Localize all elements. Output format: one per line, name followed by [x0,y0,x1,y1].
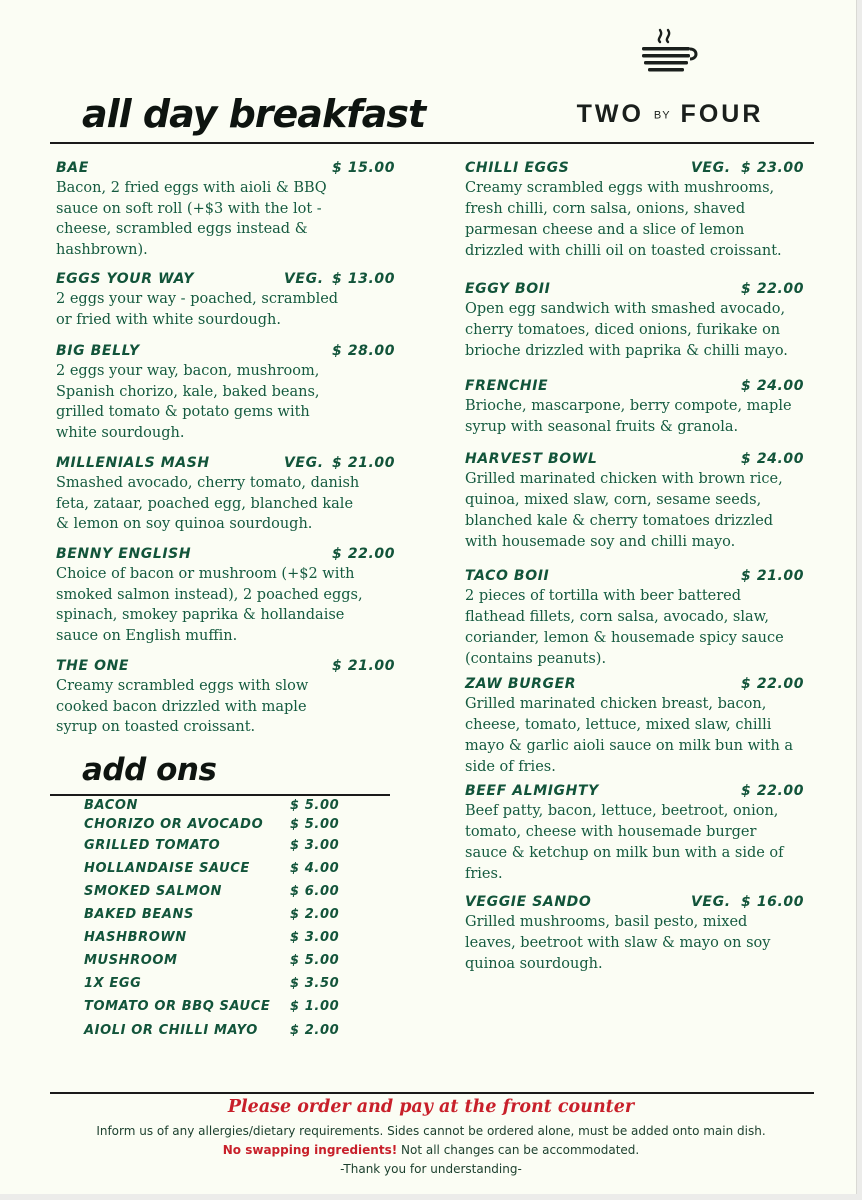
addon-price: $ 3.50 [290,976,340,991]
footer-divider [50,1092,814,1094]
description-line: grilled tomato & potato gems with [56,404,310,420]
menu-item-price: $ 21.00 [741,568,805,584]
description-line: Spanish chorizo, kale, baked beans, [56,383,320,400]
menu-item-name: TACO BOII [465,568,550,584]
menu-item-name: MILLENIALS MASH [56,455,210,471]
veg-badge: VEG. [691,160,731,176]
menu-item-taco-boii [465,568,815,670]
addon-price: $ 4.00 [290,861,340,876]
addon-item-chorizo-or-avocado [84,817,344,837]
menu-item-harvest-bowl [465,451,815,553]
menu-item-veggie-sando [465,894,815,975]
menu-item-name: BIG BELLY [56,343,140,359]
menu-item-zaw-burger [465,676,815,778]
description-line: quinoa sourdough. [465,956,603,972]
addon-price: $ 1.00 [290,999,340,1014]
menu-item-header [56,546,406,564]
menu-item-header [465,378,815,396]
menu-item-header [56,455,406,473]
description-line: 2 eggs your way - poached, scrambled [56,291,339,307]
description-line: cooked bacon drizzled with maple [56,698,307,715]
addon-name: BACON [84,798,139,813]
addon-price: $ 2.00 [290,907,340,922]
menu-item-name: VEGGIE SANDO [465,894,592,910]
description-line: Open egg sandwich with smashed avocado, [465,301,786,317]
description-line: syrup on toasted croissant. [56,719,256,735]
addon-name: 1X EGG [84,976,142,991]
addon-item-hashbrown [84,930,344,950]
description-line: coriander, lemon & housemade spicy sauce [465,630,784,646]
menu-item-price: $ 22.00 [332,546,396,562]
brand-four: FOUR [680,100,764,128]
brand-by: BY [653,109,671,122]
description-line: Brioche, mascarpone, berry compote, maple [465,398,792,414]
description-line: (contains peanuts). [465,651,607,667]
addon-item-hollandaise-sauce [84,861,344,881]
menu-item-price: $ 24.00 [741,451,805,467]
menu-item-description [465,469,815,553]
order-note: Please order and pay at the front counter [227,1097,635,1117]
description-line: blanched kale & cherry tomatoes drizzled [465,513,774,529]
description-line: with housemade soy and chilli mayo. [465,534,736,550]
description-line: white sourdough. [56,424,185,441]
menu-item-price: $ 24.00 [741,378,805,394]
addon-price: $ 5.00 [290,953,340,968]
swap-note: Not all changes can be accommodated. [397,1143,640,1157]
brand-logo [568,28,772,138]
description-line: drizzled with chilli oil on toasted croissant. [465,243,782,259]
addon-item-grilled-tomato [84,838,344,858]
menu-item-description [465,396,815,438]
description-line: hashbrown). [56,241,148,258]
menu-item-header [465,894,815,912]
description-line: parmesan cheese and a slice of lemon [465,222,745,238]
menu-item-description [465,586,815,670]
description-line: side of fries. [465,759,556,775]
menu-item-header [465,568,815,586]
menu-item-header [465,783,815,801]
menu-item-name: BENNY ENGLISH [56,546,192,562]
addon-item-tomato-or-bbq-sauce [84,999,344,1019]
addon-price: $ 6.00 [290,884,340,899]
menu-item-description [465,801,815,885]
menu-item-the-one [56,658,406,738]
steaming-cup-icon [640,28,700,80]
description-line: feta, zataar, poached egg, blanched kale [56,495,354,512]
description-line: cheese, scrambled eggs instead & [56,221,308,237]
description-line: quinoa, mixed slaw, corn, sesame seeds, [465,492,762,508]
addon-price: $ 5.00 [290,817,340,832]
menu-item-name: THE ONE [56,658,130,674]
menu-item-header [465,160,815,178]
addon-price: $ 3.00 [290,930,340,945]
page-title: all day breakfast [82,92,426,136]
addon-name: SMOKED SALMON [84,884,222,899]
menu-item-header [56,160,406,178]
menu-item-description [56,289,406,330]
menu-item-description [56,473,406,535]
addon-name: BAKED BEANS [84,907,194,922]
addon-item-smoked-salmon [84,884,344,904]
allergy-note: Inform us of any allergies/dietary requirements. Sides cannot be ordered alone, must be added onto main dish. [96,1124,766,1138]
menu-item-name: CHILLI EGGS [465,160,570,176]
menu-item-eggs-your-way [56,271,406,330]
addon-item-aioli-or-chilli-mayo [84,1023,344,1043]
menu-item-price: $ 16.00 [741,894,805,910]
description-line: 2 eggs your way, bacon, mushroom, [56,363,320,379]
menu-item-header [56,343,406,361]
description-line: Smashed avocado, cherry tomato, danish [56,475,360,491]
swap-warning: No swapping ingredients! [222,1143,398,1157]
addon-item-mushroom [84,953,344,973]
description-line: Creamy scrambled eggs with mushrooms, [465,180,775,196]
description-line: cheese, tomato, lettuce, mixed slaw, chilli [465,717,772,733]
menu-item-benny-english [56,546,406,646]
description-line: 2 pieces of tortilla with beer battered [465,588,742,604]
description-line: sauce on soft roll (+$3 with the lot - [56,200,322,217]
menu-item-price: $ 22.00 [741,281,805,297]
menu-item-description [465,694,815,778]
menu-item-name: EGGS YOUR WAY [56,271,195,287]
description-line: flathead fillets, corn salsa, avocado, slaw, [465,609,769,625]
description-line: Creamy scrambled eggs with slow [56,678,309,694]
description-line: Grilled marinated chicken with brown rice, [465,471,783,487]
addon-item-bacon [84,798,344,818]
menu-item-price: $ 21.00 [332,455,396,471]
menu-item-header [56,658,406,676]
menu-item-millenials-mash [56,455,406,535]
veg-badge: VEG. [284,455,324,471]
menu-item-name: HARVEST BOWL [465,451,598,467]
addon-name: TOMATO OR BBQ SAUCE [84,999,271,1014]
description-line: syrup with seasonal fruits & granola. [465,419,739,435]
menu-item-name: ZAW BURGER [465,676,577,692]
menu-item-name: FRENCHIE [465,378,549,394]
description-line: sauce & ketchup on milk bun with a side of [465,845,784,861]
veg-badge: VEG. [284,271,324,287]
menu-item-price: $ 22.00 [741,783,805,799]
description-line: mayo & garlic aioli sauce on milk bun with a [465,738,794,754]
description-line: Bacon, 2 fried eggs with aioli & BBQ [56,180,327,196]
description-line: fresh chilli, corn salsa, onions, shaved [465,201,746,217]
description-line: cherry tomatoes, diced onions, furikake on [465,322,781,338]
menu-item-header [56,271,406,289]
menu-item-price: $ 13.00 [332,271,396,287]
description-line: Beef patty, bacon, lettuce, beetroot, onion, [465,803,779,819]
addon-item-baked-beans [84,907,344,927]
addon-name: HASHBROWN [84,930,187,945]
header-divider [50,142,814,144]
description-line: brioche drizzled with paprika & chilli mayo. [465,343,788,359]
description-line: leaves, beetroot with slaw & mayo on soy [465,935,771,951]
menu-item-big-belly [56,343,406,443]
menu-item-header [465,281,815,299]
menu-item-description [465,912,815,975]
menu-item-name: BAE [56,160,89,176]
addons-title: add ons [82,752,217,788]
menu-item-price: $ 22.00 [741,676,805,692]
menu-item-name: EGGY BOII [465,281,551,297]
addon-name: HOLLANDAISE SAUCE [84,861,250,876]
menu-item-price: $ 21.00 [332,658,396,674]
menu-item-price: $ 15.00 [332,160,396,176]
menu-item-price: $ 28.00 [332,343,396,359]
description-line: tomato, cheese with housemade burger [465,824,757,840]
description-line: Choice of bacon or mushroom (+$2 with [56,566,355,582]
addons-divider [50,794,390,796]
addon-name: MUSHROOM [84,953,178,968]
veg-badge: VEG. [691,894,731,910]
description-line: spinach, smokey paprika & hollandaise [56,607,345,623]
description-line: Grilled mushrooms, basil pesto, mixed [465,914,748,930]
description-line: smoked salmon instead), 2 poached eggs, [56,586,363,603]
menu-item-description [56,361,406,443]
menu-item-bae [56,160,406,260]
description-line: sauce on English muffin. [56,627,238,644]
brand-two: TWO [576,100,644,128]
description-line: & lemon on soy quinoa sourdough. [56,516,313,532]
addon-item-1x-egg [84,976,344,996]
thanks-note: -Thank you for understanding- [340,1162,522,1176]
menu-item-frenchie [465,378,815,438]
menu-item-beef-almighty [465,783,815,885]
addon-name: CHORIZO OR AVOCADO [84,817,264,832]
menu-item-eggy-boii [465,281,815,362]
menu-item-header [465,451,815,469]
addon-price: $ 5.00 [290,798,340,813]
menu-item-header [465,676,815,694]
description-line: fries. [465,866,503,882]
brand-name [568,100,772,129]
addon-name: GRILLED TOMATO [84,838,221,853]
menu-item-chilli-eggs [465,160,815,262]
menu-item-description [465,299,815,362]
menu-item-description [56,564,406,646]
menu-item-description [56,676,406,738]
swap-note-line [0,1143,862,1157]
menu-item-description [56,178,406,260]
description-line: Grilled marinated chicken breast, bacon, [465,696,767,712]
menu-item-name: BEEF ALMIGHTY [465,783,599,799]
addon-name: AIOLI OR CHILLI MAYO [84,1023,258,1038]
menu-item-description [465,178,815,262]
addon-price: $ 2.00 [290,1023,340,1038]
menu-item-price: $ 23.00 [741,160,805,176]
addon-price: $ 3.00 [290,838,340,853]
description-line: or fried with white sourdough. [56,311,281,328]
